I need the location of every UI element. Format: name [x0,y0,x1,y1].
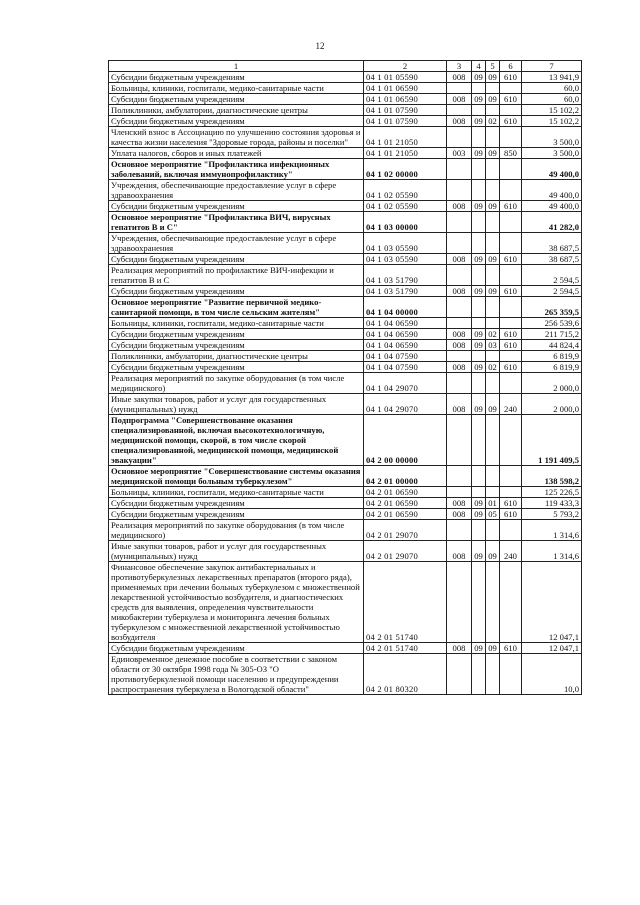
row-col6-cell [500,159,522,180]
row-col5-cell: 09 [486,286,500,297]
row-sum-cell: 15 102,2 [522,116,582,127]
table-row [109,351,582,362]
row-name-cell: Учреждения, обеспечивающие предоставление услуг в сфере здравоохранения [109,180,364,201]
row-col6-cell [500,654,522,695]
row-col5-cell [486,265,500,286]
row-col5-cell [486,520,500,541]
table-row [109,562,582,643]
row-col5-cell [486,105,500,116]
row-name-cell: Реализация мероприятий по закупке оборудования (в том числе медицинского) [109,520,364,541]
table-row [109,318,582,329]
row-col3-cell: 008 [447,254,472,265]
row-sum-cell: 6 819,9 [522,351,582,362]
row-col4-cell: 09 [472,94,486,105]
row-sum-cell: 49 400,0 [522,159,582,180]
row-code-cell: 04 1 04 29070 [364,373,447,394]
row-col4-cell: 09 [472,643,486,654]
row-name-cell: Субсидии бюджетным учреждениям [109,94,364,105]
row-col3-cell [447,233,472,254]
row-col5-cell [486,159,500,180]
row-col6-cell [500,562,522,643]
row-name-cell: Иные закупки товаров, работ и услуг для государственных (муниципальных) нужд [109,541,364,562]
header-cell: 3 [447,61,472,72]
header-cell: 1 [109,61,364,72]
row-col4-cell: 09 [472,254,486,265]
row-col3-cell: 008 [447,116,472,127]
row-col3-cell [447,487,472,498]
row-sum-cell: 12 047,1 [522,562,582,643]
row-sum-cell: 211 715,2 [522,329,582,340]
row-col3-cell [447,159,472,180]
row-sum-cell: 49 400,0 [522,201,582,212]
row-sum-cell: 60,0 [522,94,582,105]
row-code-cell: 04 1 03 51790 [364,265,447,286]
table-row [109,654,582,695]
row-col3-cell: 008 [447,72,472,83]
row-code-cell: 04 2 01 29070 [364,541,447,562]
row-code-cell: 04 1 04 06590 [364,318,447,329]
row-col3-cell [447,373,472,394]
row-code-cell: 04 1 01 06590 [364,83,447,94]
table-row [109,340,582,351]
row-col5-cell: 09 [486,94,500,105]
row-col6-cell [500,127,522,148]
row-code-cell: 04 1 03 51790 [364,286,447,297]
row-col3-cell [447,351,472,362]
row-code-cell: 04 1 03 05590 [364,233,447,254]
row-code-cell: 04 1 03 05590 [364,254,447,265]
row-col6-cell [500,415,522,466]
row-code-cell: 04 2 01 51740 [364,643,447,654]
row-col3-cell: 008 [447,509,472,520]
row-sum-cell: 38 687,5 [522,254,582,265]
row-col3-cell [447,83,472,94]
row-col4-cell: 09 [472,541,486,562]
table-row [109,72,582,83]
row-col6-cell [500,212,522,233]
header-cell: 5 [486,61,500,72]
row-col5-cell [486,180,500,201]
row-name-cell: Субсидии бюджетным учреждениям [109,254,364,265]
row-col4-cell: 09 [472,509,486,520]
row-code-cell: 04 1 04 29070 [364,394,447,415]
row-name-cell: Субсидии бюджетным учреждениям [109,340,364,351]
row-sum-cell: 119 433,3 [522,498,582,509]
row-name-cell: Поликлиники, амбулатории, диагностические центры [109,351,364,362]
row-col3-cell: 008 [447,643,472,654]
table-row [109,297,582,318]
row-col6-cell: 240 [500,394,522,415]
row-code-cell: 04 1 04 06590 [364,329,447,340]
row-col5-cell: 09 [486,148,500,159]
row-col5-cell: 09 [486,541,500,562]
row-code-cell: 04 1 01 21050 [364,148,447,159]
row-col5-cell: 02 [486,362,500,373]
row-col6-cell [500,318,522,329]
row-sum-cell: 2 594,5 [522,286,582,297]
row-col5-cell [486,318,500,329]
row-name-cell: Подпрограмма "Совершенствование оказания специализированной, включая высокотехнологичную, медицинской помощи, скорой, в том числе скорой специализированной, медицинской помощи, медицинской эвакуации" [109,415,364,466]
row-col5-cell [486,233,500,254]
row-col5-cell [486,297,500,318]
row-sum-cell: 3 500,0 [522,148,582,159]
row-col3-cell: 008 [447,340,472,351]
row-code-cell: 04 1 02 05590 [364,201,447,212]
row-col4-cell [472,562,486,643]
row-col3-cell [447,520,472,541]
row-code-cell: 04 1 01 07590 [364,116,447,127]
row-col6-cell: 610 [500,201,522,212]
row-col3-cell: 008 [447,498,472,509]
row-col3-cell: 008 [447,286,472,297]
row-col3-cell [447,562,472,643]
row-col4-cell [472,105,486,116]
row-sum-cell: 12 047,1 [522,643,582,654]
header-cell: 2 [364,61,447,72]
row-col4-cell: 09 [472,116,486,127]
row-col4-cell [472,83,486,94]
row-col5-cell [486,562,500,643]
table-row [109,105,582,116]
row-col6-cell: 610 [500,340,522,351]
table-row [109,394,582,415]
row-code-cell: 04 1 04 07590 [364,351,447,362]
row-sum-cell: 15 102,2 [522,105,582,116]
row-col5-cell: 09 [486,254,500,265]
row-code-cell: 04 1 04 00000 [364,297,447,318]
table-row [109,509,582,520]
row-sum-cell: 1 314,6 [522,541,582,562]
row-col3-cell: 008 [447,541,472,562]
row-sum-cell: 10,0 [522,654,582,695]
row-sum-cell: 256 539,6 [522,318,582,329]
row-code-cell: 04 2 01 06590 [364,509,447,520]
header-cell: 6 [500,61,522,72]
row-col6-cell: 240 [500,541,522,562]
row-col5-cell: 09 [486,201,500,212]
row-name-cell: Основное мероприятие "Совершенствование системы оказания медицинской помощи больным туберкулезом" [109,466,364,487]
table-row [109,373,582,394]
row-code-cell: 04 2 01 29070 [364,520,447,541]
row-col3-cell [447,466,472,487]
row-col6-cell: 610 [500,254,522,265]
row-name-cell: Реализация мероприятий по профилактике ВИЧ-инфекции и гепатитов В и С [109,265,364,286]
row-name-cell: Больницы, клиники, госпитали, медико-санитарные части [109,487,364,498]
row-name-cell: Субсидии бюджетным учреждениям [109,116,364,127]
row-col5-cell [486,487,500,498]
row-sum-cell: 44 824,4 [522,340,582,351]
row-col6-cell: 610 [500,94,522,105]
table-row [109,643,582,654]
row-name-cell: Субсидии бюджетным учреждениям [109,362,364,373]
row-col4-cell: 09 [472,362,486,373]
row-col3-cell [447,415,472,466]
table-row [109,233,582,254]
row-col4-cell [472,487,486,498]
row-code-cell: 04 2 01 51740 [364,562,447,643]
row-col4-cell [472,180,486,201]
row-col5-cell: 02 [486,116,500,127]
row-col4-cell [472,297,486,318]
row-col5-cell: 05 [486,509,500,520]
row-col6-cell [500,180,522,201]
row-col3-cell: 008 [447,394,472,415]
row-col6-cell: 610 [500,509,522,520]
table-row [109,520,582,541]
table-row [109,466,582,487]
row-col4-cell: 09 [472,286,486,297]
row-code-cell: 04 1 01 21050 [364,127,447,148]
row-sum-cell: 5 793,2 [522,509,582,520]
row-col4-cell [472,233,486,254]
row-col4-cell [472,415,486,466]
row-name-cell: Реализация мероприятий по закупке оборудования (в том числе медицинского) [109,373,364,394]
row-col6-cell: 850 [500,148,522,159]
row-sum-cell: 2 000,0 [522,394,582,415]
row-name-cell: Субсидии бюджетным учреждениям [109,498,364,509]
table-row [109,254,582,265]
row-col5-cell [486,351,500,362]
row-sum-cell: 2 000,0 [522,373,582,394]
row-col4-cell [472,265,486,286]
row-col6-cell [500,373,522,394]
row-col6-cell: 610 [500,362,522,373]
row-col3-cell [447,654,472,695]
row-name-cell: Больницы, клиники, госпитали, медико-санитарные части [109,83,364,94]
row-name-cell: Членский взнос в Ассоциацию по улучшению состояния здоровья и качества жизни населения "Здоровые города, районы и поселки" [109,127,364,148]
row-col6-cell: 610 [500,116,522,127]
row-col6-cell [500,520,522,541]
row-name-cell: Уплата налогов, сборов и иных платежей [109,148,364,159]
row-sum-cell: 138 598,2 [522,466,582,487]
row-col5-cell: 09 [486,72,500,83]
row-col5-cell [486,83,500,94]
table-row [109,212,582,233]
row-col4-cell [472,466,486,487]
row-col5-cell [486,415,500,466]
row-code-cell: 04 1 01 05590 [364,72,447,83]
row-col6-cell: 610 [500,329,522,340]
row-col6-cell: 610 [500,643,522,654]
row-name-cell: Поликлиники, амбулатории, диагностические центры [109,105,364,116]
table-row [109,265,582,286]
row-code-cell: 04 2 01 00000 [364,466,447,487]
row-col4-cell: 09 [472,340,486,351]
row-col5-cell: 09 [486,643,500,654]
row-col4-cell: 09 [472,201,486,212]
row-col4-cell [472,520,486,541]
row-col6-cell [500,233,522,254]
row-sum-cell: 49 400,0 [522,180,582,201]
row-col4-cell [472,351,486,362]
row-col6-cell: 610 [500,286,522,297]
table-row [109,329,582,340]
row-sum-cell: 38 687,5 [522,233,582,254]
row-col3-cell: 008 [447,362,472,373]
row-sum-cell: 1 314,6 [522,520,582,541]
row-col5-cell [486,127,500,148]
row-code-cell: 04 2 01 06590 [364,487,447,498]
table-header-row [109,61,582,72]
row-col3-cell [447,212,472,233]
row-sum-cell: 265 359,5 [522,297,582,318]
table-body [109,72,582,695]
row-code-cell: 04 1 03 00000 [364,212,447,233]
table-row [109,148,582,159]
row-code-cell: 04 2 01 06590 [364,498,447,509]
row-col4-cell: 09 [472,498,486,509]
row-col3-cell: 003 [447,148,472,159]
row-col5-cell [486,466,500,487]
table-row [109,180,582,201]
row-code-cell: 04 1 02 05590 [364,180,447,201]
row-col3-cell [447,265,472,286]
row-name-cell: Субсидии бюджетным учреждениям [109,329,364,340]
row-col5-cell [486,654,500,695]
row-col6-cell [500,297,522,318]
row-col6-cell: 610 [500,72,522,83]
row-col4-cell: 09 [472,72,486,83]
row-col4-cell [472,373,486,394]
row-col3-cell: 008 [447,329,472,340]
page-number: 12 [315,41,325,51]
row-name-cell: Единовременное денежное пособие в соответствии с законом области от 30 октября 1998 года № 305-ОЗ "О противотуберкулезной помощи населению и предупреждении распространения туберкулеза в Вологодской области" [109,654,364,695]
row-col5-cell: 09 [486,394,500,415]
table-row [109,116,582,127]
row-col4-cell [472,654,486,695]
row-col5-cell: 01 [486,498,500,509]
table-row [109,286,582,297]
table-row [109,415,582,466]
row-col6-cell [500,265,522,286]
row-col3-cell: 008 [447,94,472,105]
header-cell: 7 [522,61,582,72]
row-name-cell: Учреждения, обеспечивающие предоставление услуг в сфере здравоохранения [109,233,364,254]
table-row [109,487,582,498]
row-col4-cell [472,212,486,233]
row-sum-cell: 41 282,0 [522,212,582,233]
table-row [109,159,582,180]
row-col6-cell [500,351,522,362]
table-row [109,127,582,148]
row-col6-cell [500,105,522,116]
row-code-cell: 04 2 01 80320 [364,654,447,695]
row-sum-cell: 2 594,5 [522,265,582,286]
row-col4-cell: 09 [472,329,486,340]
budget-table [108,60,582,695]
table-row [109,541,582,562]
row-col4-cell [472,318,486,329]
header-cell: 4 [472,61,486,72]
row-code-cell: 04 1 01 07590 [364,105,447,116]
table-row [109,94,582,105]
table-row [109,83,582,94]
row-code-cell: 04 1 04 07590 [364,362,447,373]
row-col4-cell: 09 [472,148,486,159]
row-name-cell: Субсидии бюджетным учреждениям [109,286,364,297]
row-name-cell: Финансовое обеспечение закупок антибактериальных и противотуберкулезных лекарственных препаратов (второго ряда), применяемых при лечении больных туберкулезом с множественной лекарственной устойчивостью возбудителя, и диагностических средств для выявления, определения чувствительности микобактерии туберкулеза и мониторинга лечения больных туберкулезом с множественной лекарственной устойчивостью возбудителя [109,562,364,643]
table-row [109,498,582,509]
table-row [109,201,582,212]
row-col6-cell [500,466,522,487]
row-sum-cell: 1 191 409,5 [522,415,582,466]
row-sum-cell: 6 819,9 [522,362,582,373]
row-name-cell: Субсидии бюджетным учреждениям [109,72,364,83]
row-col4-cell [472,159,486,180]
row-col3-cell [447,180,472,201]
row-col3-cell [447,127,472,148]
row-code-cell: 04 1 02 00000 [364,159,447,180]
table-row [109,362,582,373]
row-name-cell: Основное мероприятие "Профилактика ВИЧ, вирусных гепатитов В и С" [109,212,364,233]
row-sum-cell: 3 500,0 [522,127,582,148]
row-col6-cell: 610 [500,498,522,509]
row-col5-cell [486,212,500,233]
row-code-cell: 04 1 01 06590 [364,94,447,105]
row-col5-cell: 03 [486,340,500,351]
row-name-cell: Иные закупки товаров, работ и услуг для государственных (муниципальных) нужд [109,394,364,415]
row-name-cell: Субсидии бюджетным учреждениям [109,201,364,212]
row-name-cell: Субсидии бюджетным учреждениям [109,643,364,654]
row-name-cell: Больницы, клиники, госпитали, медико-санитарные части [109,318,364,329]
row-col3-cell [447,318,472,329]
row-sum-cell: 13 941,9 [522,72,582,83]
row-sum-cell: 60,0 [522,83,582,94]
row-col3-cell [447,105,472,116]
row-col5-cell [486,373,500,394]
row-name-cell: Основное мероприятие "Развитие первичной медико-санитарной помощи, в том числе сельским жителям" [109,297,364,318]
row-code-cell: 04 2 00 00000 [364,415,447,466]
row-code-cell: 04 1 04 06590 [364,340,447,351]
row-col3-cell [447,297,472,318]
row-col6-cell [500,487,522,498]
row-col4-cell [472,127,486,148]
row-col3-cell: 008 [447,201,472,212]
row-col5-cell: 02 [486,329,500,340]
row-col4-cell: 09 [472,394,486,415]
row-col6-cell [500,83,522,94]
row-name-cell: Основное мероприятие "Профилактика инфекционных заболеваний, включая иммунопрофилактику" [109,159,364,180]
row-name-cell: Субсидии бюджетным учреждениям [109,509,364,520]
row-sum-cell: 125 226,5 [522,487,582,498]
